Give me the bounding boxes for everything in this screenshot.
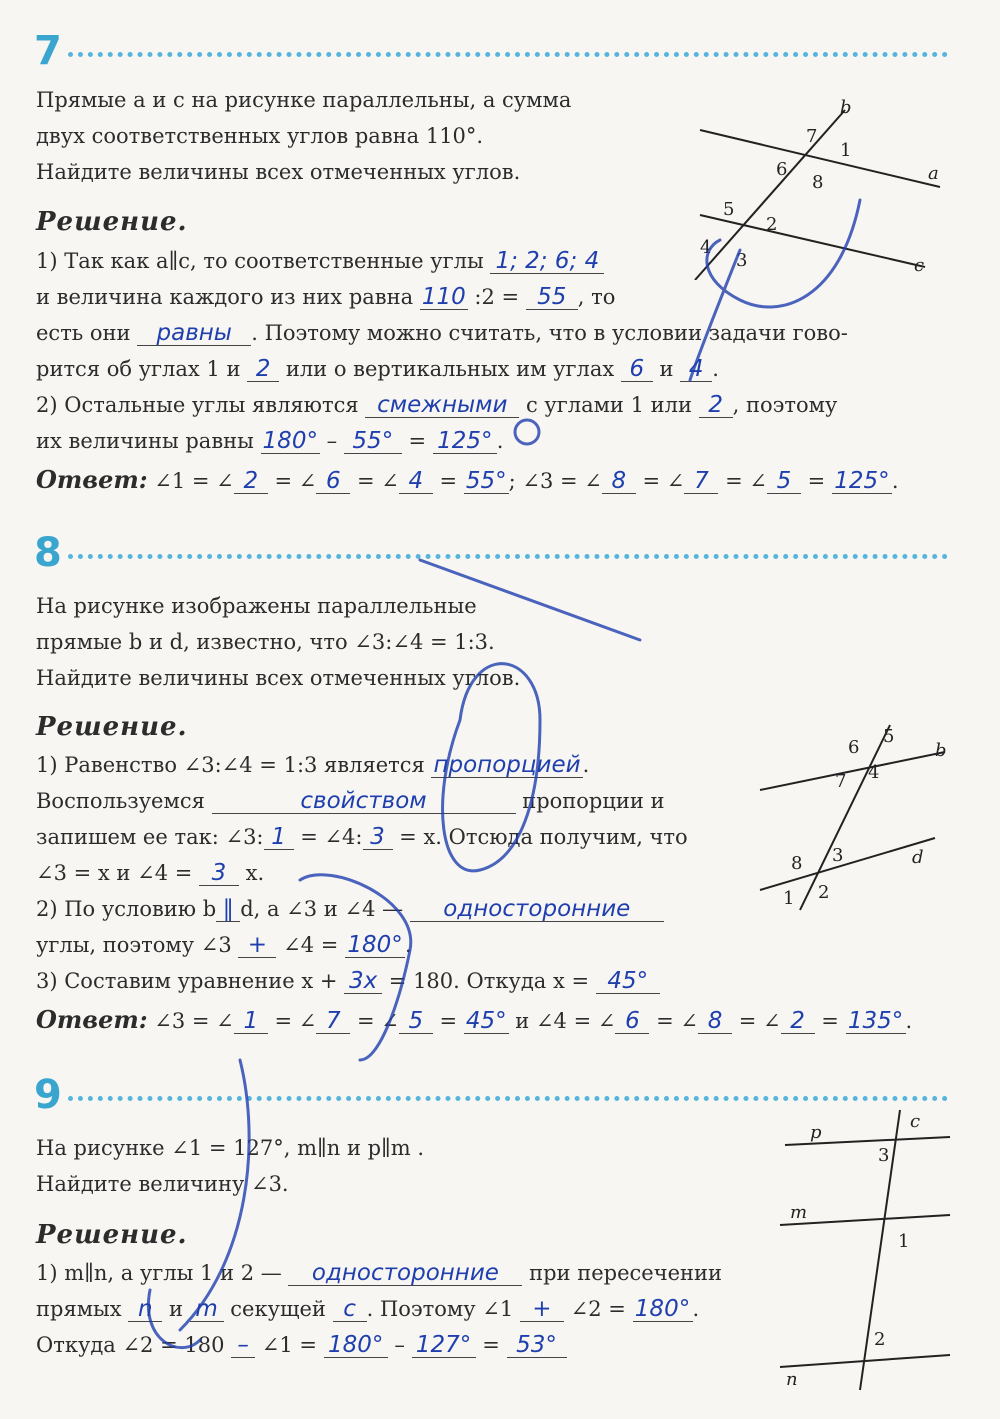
- problem-8-line-4: ∠3 = x и ∠4 = 3 x.: [36, 860, 265, 886]
- label-b: b: [840, 97, 852, 118]
- angle-3-label: 3: [878, 1145, 890, 1166]
- answer-blank[interactable]: 45°: [465, 1008, 507, 1034]
- label-n: n: [786, 1369, 798, 1390]
- angle-6-label: 6: [776, 159, 788, 180]
- problem-9-statement-line-2: Найдите величину ∠3.: [36, 1172, 289, 1196]
- angle-1-label: 1: [898, 1231, 910, 1252]
- answer-blank[interactable]: 45°: [596, 970, 660, 994]
- problem-8-line-3: запишем ее так: ∠3: 1 = ∠4: 3 = x. Отсюда получим, что: [36, 824, 688, 850]
- problem-7-line-2: и величина каждого из них равна 110 :2 = 55 , то: [36, 284, 616, 310]
- problem-7-answer-line: Ответ: ∠1 = ∠ 2 = ∠ 6 = ∠ 4 = 55°; ∠3 = ∠ 8 = ∠ 7 = ∠ 5 = 125° .: [36, 465, 899, 494]
- problem-7-line-6: их величины равны 180° – 55° = 125° .: [36, 428, 504, 454]
- answer-blank[interactable]: 2: [247, 358, 279, 382]
- answer-blank[interactable]: 125°: [433, 430, 497, 454]
- answer-blank[interactable]: свойством: [212, 790, 516, 814]
- label-m: m: [790, 1202, 808, 1223]
- answer-blank[interactable]: 8: [698, 1010, 732, 1034]
- problem-8-line-7: 3) Составим уравнение x + 3x = 180. Откуда x = 45°: [36, 970, 660, 994]
- problem-7-line-5: 2) Остальные углы являются смежными с углами 1 или 2 , поэтому: [36, 392, 838, 418]
- answer-blank[interactable]: 125°: [832, 470, 892, 494]
- answer-blank[interactable]: m: [190, 1298, 224, 1322]
- angle-7-label: 7: [835, 771, 847, 792]
- answer-blank[interactable]: 135°: [846, 1010, 906, 1034]
- answer-blank[interactable]: 6: [621, 358, 653, 382]
- answer-blank[interactable]: 1: [264, 826, 294, 850]
- transversal: [800, 725, 890, 910]
- problem-9-number: 9: [34, 1072, 62, 1118]
- problem-7-line-3: есть они равны . Поэтому можно считать, что в условии задачи гово-: [36, 320, 848, 346]
- answer-blank[interactable]: 1: [234, 1010, 268, 1034]
- problem-8-line-2: Воспользуемся свойством пропорции и: [36, 788, 665, 814]
- line-c: [700, 215, 925, 267]
- label-b: b: [935, 740, 947, 761]
- problem-7-statement-line-1: Прямые a и c на рисунке параллельны, а сумма: [36, 88, 572, 112]
- problem-9-solution-heading: Решение.: [36, 1220, 188, 1250]
- angle-3-label: 3: [736, 250, 748, 271]
- problem-8-statement-line-2: прямые b и d, известно, что ∠3:∠4 = 1:3.: [36, 630, 495, 654]
- label-c: c: [914, 255, 925, 276]
- problem-9-statement-line-1: На рисунке ∠1 = 127°, m∥n и p∥m .: [36, 1136, 425, 1160]
- answer-blank[interactable]: +: [238, 934, 276, 958]
- answer-blank[interactable]: 8: [602, 470, 636, 494]
- problem-9-line-1: 1) m∥n, а углы 1 и 2 — односторонние при пересечении: [36, 1260, 722, 1286]
- answer-blank[interactable]: односторонние: [410, 898, 664, 922]
- problem-9-figure: [770, 1105, 960, 1395]
- angle-4-label: 4: [700, 237, 712, 258]
- answer-blank[interactable]: 55°: [465, 468, 507, 494]
- answer-blank[interactable]: n: [128, 1298, 162, 1322]
- answer-blank[interactable]: 4: [399, 470, 433, 494]
- answer-blank[interactable]: 7: [316, 1010, 350, 1034]
- answer-blank[interactable]: 6: [615, 1010, 649, 1034]
- answer-blank[interactable]: 180°: [633, 1298, 693, 1322]
- problem-7-solution-heading: Решение.: [36, 207, 188, 237]
- problem-9-divider: [68, 1096, 948, 1101]
- problem-8-statement-line-1: На рисунке изображены параллельные: [36, 594, 477, 618]
- answer-blank[interactable]: ∥: [216, 898, 240, 922]
- label-p: p: [810, 1122, 822, 1143]
- label-d: d: [912, 847, 924, 868]
- answer-blank[interactable]: 3: [363, 826, 393, 850]
- angle-7-label: 7: [806, 126, 818, 147]
- problem-8-divider: [68, 554, 948, 559]
- answer-blank[interactable]: 7: [684, 470, 718, 494]
- problem-7-divider: [68, 52, 948, 57]
- answer-blank[interactable]: равны: [137, 322, 251, 346]
- problem-9-line-3: Откуда ∠2 = 180 – ∠1 = 180° – 127° = 53°: [36, 1334, 567, 1358]
- problem-7-line-1: 1) Так как a∥c, то соответственные углы 1; 2; 6; 4: [36, 250, 604, 274]
- angle-5-label: 5: [723, 199, 735, 220]
- angle-2-label: 2: [818, 882, 830, 903]
- answer-blank[interactable]: 2: [781, 1010, 815, 1034]
- angle-4-label: 4: [868, 762, 880, 783]
- angle-3-label: 3: [832, 845, 844, 866]
- answer-blank[interactable]: 53°: [507, 1334, 567, 1358]
- answer-blank[interactable]: –: [231, 1334, 255, 1358]
- problem-7-line-4: рится об углах 1 и 2 или о вертикальных им углах 6 и 4 .: [36, 356, 719, 382]
- answer-blank[interactable]: 180°: [345, 934, 405, 958]
- answer-blank[interactable]: 5: [767, 470, 801, 494]
- angle-8-label: 8: [791, 853, 803, 874]
- answer-blank[interactable]: 110: [421, 284, 466, 310]
- scribble-stroke: [515, 420, 539, 444]
- problem-7-figure: [690, 95, 960, 280]
- answer-blank[interactable]: 2: [234, 470, 268, 494]
- problem-8-line-5: 2) По условию b ∥ d, а ∠3 и ∠4 — односторонние: [36, 898, 664, 922]
- angle-1-label: 1: [840, 140, 852, 161]
- problem-8-figure: [755, 720, 955, 915]
- problem-8-number: 8: [34, 530, 62, 576]
- answer-blank[interactable]: 180°: [262, 428, 318, 454]
- problem-8-line-1: 1) Равенство ∠3:∠4 = 1:3 является пропорцией.: [36, 752, 590, 778]
- answer-blank[interactable]: смежными: [365, 394, 519, 418]
- problem-8-answer-line: Ответ: ∠3 = ∠ 1 = ∠ 7 = ∠ 5 = 45° и ∠4 = ∠ 6 = ∠ 8 = ∠ 2 = 135° .: [36, 1005, 913, 1034]
- answer-blank[interactable]: 55°: [344, 430, 402, 454]
- answer-blank[interactable]: 180°: [324, 1334, 388, 1358]
- angle-8-label: 8: [812, 172, 824, 193]
- transversal-b: [695, 110, 845, 280]
- answer-blank[interactable]: +: [520, 1298, 564, 1322]
- answer-blank[interactable]: c: [333, 1298, 367, 1322]
- answer-blank[interactable]: односторонние: [288, 1262, 522, 1286]
- problem-8-statement-line-3: Найдите величины всех отмеченных углов.: [36, 666, 521, 690]
- answer-blank[interactable]: 127°: [412, 1334, 476, 1358]
- answer-blank[interactable]: 4: [680, 358, 712, 382]
- problem-9-line-2: прямых n и m секущей c . Поэтому ∠1 + ∠2 = 180° .: [36, 1296, 700, 1322]
- angle-1-label: 1: [783, 888, 795, 909]
- problem-8-line-6: углы, поэтому ∠3 + ∠4 = 180° .: [36, 932, 412, 958]
- answer-blank[interactable]: 5: [399, 1010, 433, 1034]
- problem-7-statement-line-2: двух соответственных углов равна 110°.: [36, 124, 484, 148]
- answer-label: Ответ:: [36, 465, 148, 494]
- label-c: c: [910, 1111, 921, 1132]
- problem-7-number: 7: [34, 28, 62, 74]
- label-a: a: [928, 163, 939, 184]
- answer-blank[interactable]: 3: [199, 862, 239, 886]
- answer-blank[interactable]: 55: [526, 286, 578, 310]
- answer-blank[interactable]: пропорцией: [433, 752, 581, 778]
- answer-blank[interactable]: 2: [699, 394, 733, 418]
- answer-label: Ответ:: [36, 1005, 148, 1034]
- angle-2-label: 2: [874, 1329, 886, 1350]
- answer-blank[interactable]: 3x: [344, 970, 382, 994]
- line-d: [760, 838, 935, 890]
- answer-blank[interactable]: 6: [316, 470, 350, 494]
- angle-5-label: 5: [883, 726, 895, 747]
- angle-2-label: 2: [766, 214, 778, 235]
- answer-blank[interactable]: 1; 2; 6; 4: [490, 250, 604, 274]
- problem-8-solution-heading: Решение.: [36, 712, 188, 742]
- angle-6-label: 6: [848, 737, 860, 758]
- problem-7-statement-line-3: Найдите величины всех отмеченных углов.: [36, 160, 521, 184]
